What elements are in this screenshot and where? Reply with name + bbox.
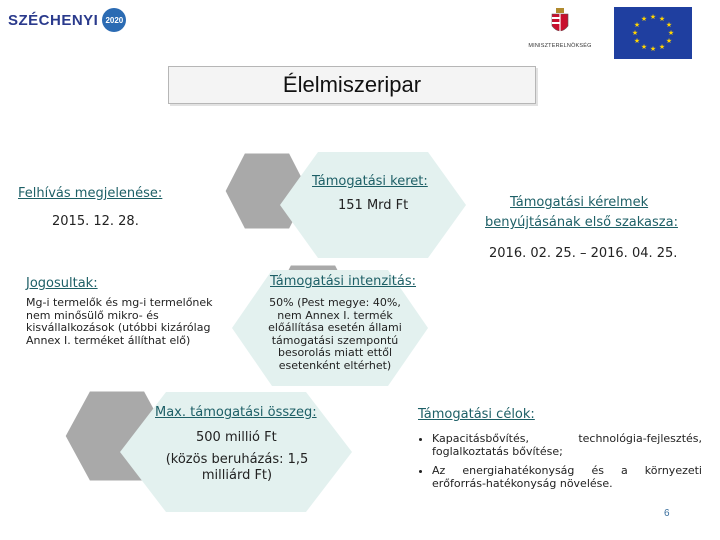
- jogosultak-line: Mg-i termelők és mg-i termelőnek: [26, 296, 213, 309]
- celok-label: Támogatási célok:: [418, 407, 535, 422]
- svg-text:★: ★: [665, 37, 673, 45]
- jogosultak-label: Jogosultak:: [26, 276, 98, 291]
- svg-text:★: ★: [633, 37, 641, 45]
- page-number: 6: [664, 508, 670, 519]
- logo-badge: 2020: [102, 8, 126, 32]
- jogosultak-line: nem minősülő mikro- és: [26, 308, 159, 322]
- coat-of-arms-icon: [550, 8, 570, 36]
- svg-text:★: ★: [649, 45, 657, 53]
- intenzitas-line: nem Annex I. termék: [277, 308, 393, 322]
- intenzitas-line: esetenként eltérhet): [278, 358, 392, 372]
- keret-label: Támogatási keret:: [312, 174, 428, 189]
- svg-text:★: ★: [658, 15, 666, 23]
- svg-text:★: ★: [640, 15, 648, 23]
- kerelmek-value: 2016. 02. 25. – 2016. 04. 25.: [489, 246, 678, 261]
- svg-text:★: ★: [665, 21, 673, 29]
- intenzitas-line: előállítása esetén állami: [268, 321, 402, 334]
- max-osszeg-value: 500 millió Ft: [196, 430, 277, 445]
- max-osszeg-note: [152, 452, 322, 484]
- intenzitas-label: Támogatási intenzitás:: [270, 274, 417, 289]
- svg-text:★: ★: [631, 29, 639, 37]
- kerelmek-label-line2: benyújtásának első szakasza:: [485, 215, 678, 230]
- szechenyi-logo: [8, 6, 126, 34]
- jogosultak-text: [26, 297, 246, 347]
- jogosultak-line: kisvállalkozások (utóbbi kizárólag: [26, 321, 211, 334]
- keret-value: 151 Mrd Ft: [338, 198, 409, 213]
- svg-text:★: ★: [633, 21, 641, 29]
- svg-text:★: ★: [640, 43, 648, 51]
- max-osszeg-label: Max. támogatási összeg:: [155, 405, 317, 420]
- celok-item: • Az energiahatékonyság és a környezeti erőforrás-hatékonyság növelése.: [432, 464, 702, 490]
- celok-list: [418, 432, 702, 496]
- svg-text:★: ★: [649, 13, 657, 21]
- celok-item: • Kapacitásbővítés, technológia-fejlesztés, foglalkoztatás bővítése;: [432, 432, 702, 458]
- jogosultak-line: Annex I. terméket állíthat elő): [26, 333, 191, 347]
- intenzitas-line: besorolás miatt ettől: [277, 346, 393, 359]
- max-osszeg-note-line: milliárd Ft): [201, 468, 273, 483]
- felhivas-label: Felhívás megjelenése:: [18, 186, 163, 201]
- ministry-label: MINISZTERELNÖKSÉG: [528, 43, 592, 49]
- ministry-logo: [520, 8, 600, 49]
- intenzitas-text: [250, 297, 420, 372]
- intenzitas-line: támogatási szempontú: [271, 333, 399, 347]
- eu-flag-icon: [614, 7, 692, 59]
- logo-text: SZÉCHENYI: [8, 11, 99, 29]
- intenzitas-line: 50% (Pest megye: 40%,: [269, 296, 401, 309]
- felhivas-value: 2015. 12. 28.: [52, 214, 139, 229]
- svg-text:★: ★: [658, 43, 666, 51]
- svg-text:★: ★: [667, 29, 675, 37]
- max-osszeg-note-line: (közös beruházás: 1,5: [165, 452, 309, 467]
- page-title: Élelmiszeripar: [168, 66, 536, 104]
- kerelmek-label-line1: Támogatási kérelmek: [510, 195, 649, 210]
